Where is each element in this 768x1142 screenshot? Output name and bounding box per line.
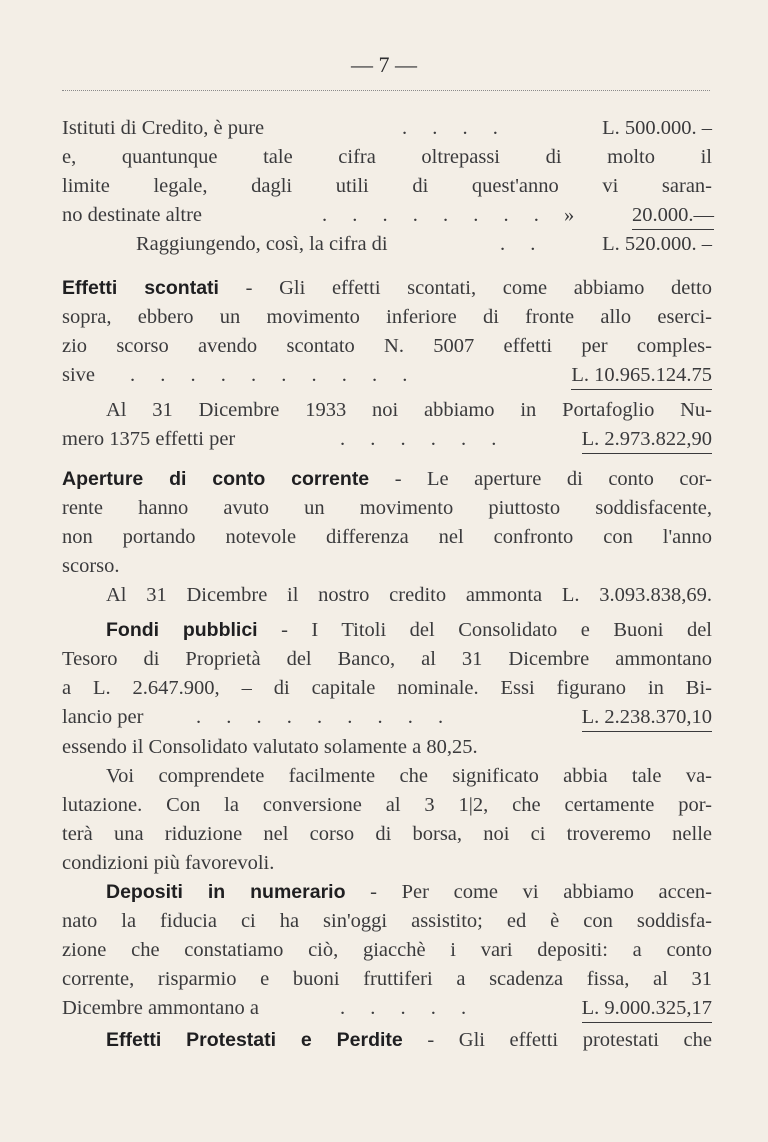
text-line <box>62 201 712 229</box>
text-line: lutazione. Con la conversione al 3 1|2, che certamente por- <box>62 794 712 816</box>
amount: L. 520.000. – <box>602 233 712 255</box>
line-text: Al 31 Dicembre il nostro credito ammonta L. 3.093.838,69. <box>106 584 712 606</box>
text-line: nato la fiducia ci ha sin'oggi assistito; ed è con soddisfa- <box>62 910 712 932</box>
line-text: - Gli effetti protestati che <box>427 1029 713 1051</box>
section-line <box>62 616 712 644</box>
text-line: Voi comprendete facilmente che significato abbia tale va- <box>106 765 712 787</box>
text-line: scorso. <box>62 555 120 577</box>
line-text: sive <box>62 364 96 386</box>
section-heading: Effetti Protestati e Perdite <box>106 1029 403 1051</box>
text-line: e, quantunque tale cifra oltrepassi di molto il <box>62 146 712 168</box>
amount: L. 10.965.124.75 <box>571 361 712 390</box>
leader-dots: . . . . . . . . » <box>322 204 585 226</box>
text-line: zio scorso avendo scontato N. 5007 effetti per comples- <box>62 335 712 357</box>
amount: 20.000.— <box>632 201 714 230</box>
text-line: Tesoro di Proprietà del Banco, al 31 Dicembre ammontano <box>62 648 712 670</box>
line-text: - I Titoli del Consolidato e Buoni del <box>281 619 713 641</box>
text-line: corrente, risparmio e buoni fruttiferi a scadenza fissa, al 31 <box>62 968 712 990</box>
section-line <box>62 878 712 906</box>
text-line <box>62 994 712 1022</box>
text-line: non portando notevole differenza nel confronto con l'anno <box>62 526 712 548</box>
text-line: condizioni più favorevoli. <box>62 852 275 874</box>
line-text: - Gli effetti scontati, come abbiamo detto <box>245 277 712 299</box>
text-line <box>62 581 712 609</box>
text-line <box>62 361 712 389</box>
text-line: sopra, ebbero un movimento inferiore di fronte allo eserci- <box>62 306 712 328</box>
text-line: terà una riduzione nel corso di borsa, noi ci troveremo nelle <box>62 823 712 845</box>
section-line <box>62 1026 712 1054</box>
line-text: Dicembre ammontano a <box>62 997 259 1019</box>
amount: L. 9.000.325,17 <box>582 994 712 1023</box>
amount: L. 500.000. – <box>602 117 712 139</box>
text-line: zione che constatiamo ciò, giacchè i vari depositi: a conto <box>62 939 712 961</box>
text-line <box>62 425 712 453</box>
amount: L. 2.973.822,90 <box>582 425 712 454</box>
section-heading: Aperture di conto corrente <box>62 468 370 490</box>
text-line <box>62 230 712 258</box>
line-text: lancio per <box>62 706 144 728</box>
section-heading: Fondi pubblici <box>106 619 258 641</box>
line-text: - Le aperture di conto cor- <box>394 468 712 490</box>
line-text: no destinate altre <box>62 204 203 226</box>
text-line: a L. 2.647.900, – di capitale nominale. Essi figurano in Bi- <box>62 677 712 699</box>
leader-dots: . . . . . . . . . . <box>130 364 418 386</box>
leader-dots: . . . . . . <box>340 428 507 450</box>
line-text: mero 1375 effetti per <box>62 428 236 450</box>
header-rule <box>62 90 710 91</box>
text-line: essendo il Consolidato valutato solamente a 80,25. <box>62 736 478 758</box>
line-text: - Per come vi abbiamo accen- <box>370 881 712 903</box>
text-line <box>62 703 712 731</box>
line-text: Raggiungendo, così, la cifra di <box>136 233 388 255</box>
leader-dots: . . . . . . . . . <box>196 706 454 728</box>
text-line <box>62 114 712 142</box>
section-line <box>62 274 712 302</box>
text-line: limite legale, dagli utili di quest'anno vi saran- <box>62 175 712 197</box>
leader-dots: . . . . <box>402 117 508 139</box>
text-line: rente hanno avuto un movimento piuttosto soddisfacente, <box>62 497 712 519</box>
section-line <box>62 465 712 493</box>
line-text: Istituti di Credito, è pure <box>62 117 265 139</box>
section-heading: Depositi in numerario <box>106 881 346 903</box>
page-number: — 7 — <box>351 52 417 77</box>
leader-dots: . . . . . <box>340 997 477 1019</box>
amount: L. 2.238.370,10 <box>582 703 712 732</box>
section-heading: Effetti scontati <box>62 277 219 299</box>
leader-dots: . . <box>500 233 546 255</box>
text-line: Al 31 Dicembre 1933 noi abbiamo in Portafoglio Nu- <box>106 399 712 421</box>
